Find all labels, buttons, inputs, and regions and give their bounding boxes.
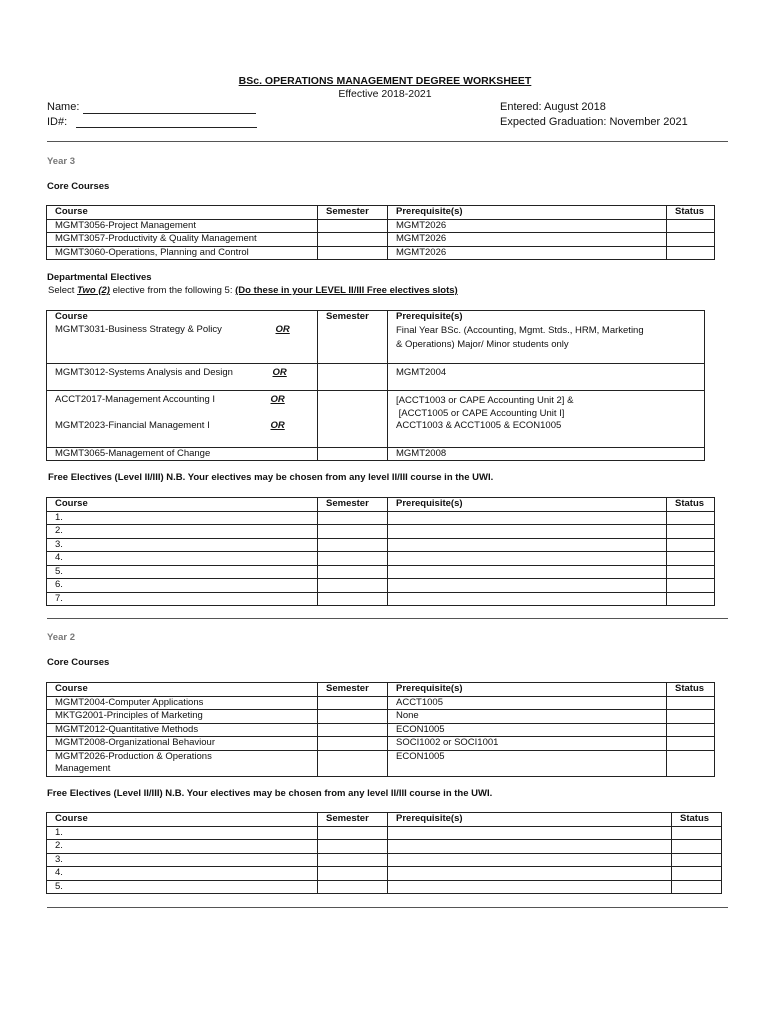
row-number[interactable]: 4. [47,552,318,566]
semester-header: Semester [318,206,388,220]
semester-cell[interactable] [318,826,388,840]
table-header-row [47,498,715,512]
prereq-cell[interactable] [388,592,667,606]
row-number[interactable]: 5. [47,880,318,894]
course-cell: MGMT2004-Computer Applications [47,696,318,710]
table-row [47,826,722,840]
table-header-row [47,683,715,697]
instruction-text: Select [48,285,78,296]
table-row [47,750,715,776]
semester-cell[interactable] [318,750,388,776]
table-row [47,511,715,525]
status-cell[interactable] [667,592,715,606]
year-3-core-table [46,205,715,260]
prereq-cell: ACCT1005 [388,696,667,710]
course-cell: MGMT2012-Quantitative Methods [47,723,318,737]
prereq-cell[interactable] [388,867,672,881]
departmental-electives-table [46,310,705,461]
table-row [47,696,715,710]
course-header: Course [47,813,318,827]
prereq-cell: ECON1005 [388,750,667,776]
status-cell[interactable] [667,525,715,539]
semester-cell[interactable] [318,579,388,593]
year-3-free-electives-heading: Free Electives (Level II/III) N.B. Your electives may be chosen from any level II/III course in the UWI. [48,472,494,483]
table-header-row [47,311,705,324]
status-cell[interactable] [667,565,715,579]
prereq-cell[interactable] [388,565,667,579]
semester-cell[interactable] [318,233,388,247]
table-row [47,324,705,364]
course-cell [47,391,318,421]
course-header: Course [47,498,318,512]
table-row [47,737,715,751]
prereq-cell: ECON1005 [388,723,667,737]
course-header: Course [47,311,318,324]
semester-cell[interactable] [318,525,388,539]
course-header: Course [47,683,318,697]
semester-cell[interactable] [318,880,388,894]
semester-header: Semester [318,683,388,697]
divider [47,618,728,619]
prereq-cell[interactable] [388,552,667,566]
status-cell[interactable] [667,737,715,751]
semester-header: Semester [318,813,388,827]
divider [47,141,728,142]
divider [47,907,728,908]
course-name: ACCT2017-Management Accounting I [55,394,216,405]
semester-cell[interactable] [318,511,388,525]
prereq-cell: MGMT2026 [388,233,667,247]
status-cell[interactable] [667,552,715,566]
row-number[interactable]: 6. [47,579,318,593]
status-cell[interactable] [667,579,715,593]
prereq-header: Prerequisite(s) [388,206,667,220]
prereq-cell[interactable] [388,579,667,593]
status-cell[interactable] [667,538,715,552]
prereq-cell [388,324,705,364]
prereq-cell: None [388,710,667,724]
status-cell[interactable] [672,840,722,854]
departmental-electives-heading: Departmental Electives [47,272,152,283]
course-header: Course [47,206,318,220]
table-row [47,565,715,579]
departmental-electives-instruction [48,285,458,296]
status-cell[interactable] [667,233,715,247]
prereq-cell: MGMT2026 [388,219,667,233]
table-row [47,246,715,260]
prereq-header: Prerequisite(s) [388,498,667,512]
semester-cell[interactable] [318,447,388,461]
prereq-cell [388,391,705,421]
prereq-header: Prerequisite(s) [388,683,667,697]
prereq-cell: MGMT2008 [388,447,705,461]
or-label: OR [270,420,285,431]
semester-cell[interactable] [318,710,388,724]
year-2-label: Year 2 [47,632,75,643]
prereq-line: & Operations) Major/ Minor students only [396,338,569,350]
prereq-cell: MGMT2004 [388,364,705,391]
status-cell[interactable] [667,750,715,776]
course-cell [47,364,318,391]
status-cell[interactable] [672,826,722,840]
row-number[interactable]: 7. [47,592,318,606]
entered-date: Entered: August 2018 [500,101,606,113]
status-cell[interactable] [667,723,715,737]
course-cell: MGMT3057-Productivity & Quality Management [47,233,318,247]
row-number[interactable]: 2. [47,525,318,539]
table-row [47,525,715,539]
row-number[interactable]: 2. [47,840,318,854]
table-header-row [47,813,722,827]
semester-cell[interactable] [318,391,388,421]
prereq-cell: SOCI1002 or SOCI1001 [388,737,667,751]
status-cell[interactable] [667,219,715,233]
table-row [47,447,705,461]
year-3-core-heading: Core Courses [47,181,110,192]
year-3-label: Year 3 [47,156,75,167]
status-cell[interactable] [672,880,722,894]
table-row [47,579,715,593]
course-cell: MGMT2026-Production & Operations Management [47,750,318,776]
status-cell[interactable] [672,853,722,867]
table-row [47,592,715,606]
id-field[interactable] [76,127,257,128]
instruction-text: elective from the following 5: [109,285,236,296]
course-cell: MGMT3060-Operations, Planning and Control [47,246,318,260]
row-number[interactable]: 3. [47,853,318,867]
prereq-cell[interactable] [388,525,667,539]
prereq-cell: ACCT1003 & ACCT1005 & ECON1005 [388,420,705,447]
id-label: ID#: [47,116,68,128]
table-row [47,840,722,854]
semester-cell[interactable] [318,867,388,881]
semester-cell[interactable] [318,696,388,710]
or-label: OR [270,394,285,405]
prereq-cell[interactable] [388,880,672,894]
prereq-cell[interactable] [388,826,672,840]
status-cell[interactable] [667,511,715,525]
status-cell[interactable] [667,246,715,260]
semester-cell[interactable] [318,552,388,566]
table-row [47,364,705,391]
status-cell[interactable] [672,867,722,881]
course-name: MGMT2023-Financial Management I [55,420,210,431]
course-cell [47,324,318,364]
course-name: MGMT3031-Business Strategy & Policy [55,323,222,335]
effective-dates: Effective 2018-2021 [338,88,432,100]
table-row [47,723,715,737]
row-number[interactable]: 4. [47,867,318,881]
or-label: OR [275,323,290,335]
prereq-cell[interactable] [388,853,672,867]
expected-graduation: Expected Graduation: November 2021 [500,116,688,128]
or-label: OR [272,367,287,378]
row-number[interactable]: 1. [47,511,318,525]
table-row [47,880,722,894]
table-header-row [47,206,715,220]
prereq-cell[interactable] [388,840,672,854]
table-row [47,233,715,247]
course-cell [47,420,318,447]
table-row [47,219,715,233]
table-row [47,420,705,447]
semester-cell[interactable] [318,723,388,737]
semester-cell[interactable] [318,420,388,447]
instruction-count: Two (2) [77,285,110,296]
table-row [47,867,722,881]
year-2-free-electives-table [46,812,722,894]
table-row [47,710,715,724]
course-cell: MGMT2008-Organizational Behaviour [47,737,318,751]
document-title: BSc. OPERATIONS MANAGEMENT DEGREE WORKSHEET [238,75,532,87]
year-3-free-electives-table [46,497,715,606]
status-header: Status [667,498,715,512]
row-number[interactable]: 5. [47,565,318,579]
prereq-header: Prerequisite(s) [388,311,705,324]
prereq-cell: MGMT2026 [388,246,667,260]
status-cell[interactable] [667,696,715,710]
table-row [47,391,705,421]
semester-header: Semester [318,498,388,512]
semester-header: Semester [318,311,388,324]
semester-cell[interactable] [318,324,388,364]
prereq-line: [ACCT1005 or CAPE Accounting Unit I] [396,408,565,419]
status-header: Status [667,206,715,220]
semester-cell[interactable] [318,246,388,260]
year-2-core-table [46,682,715,777]
year-2-free-electives-heading: Free Electives (Level II/III) N.B. Your electives may be chosen from any level II/III course in the UWI. [47,788,493,799]
prereq-header: Prerequisite(s) [388,813,672,827]
course-cell: MGMT3056-Project Management [47,219,318,233]
semester-cell[interactable] [318,853,388,867]
course-name: MGMT3012-Systems Analysis and Design [55,367,233,378]
semester-cell[interactable] [318,364,388,391]
prereq-cell[interactable] [388,511,667,525]
row-number[interactable]: 3. [47,538,318,552]
prereq-line: [ACCT1003 or CAPE Accounting Unit 2] & [396,395,574,406]
table-row [47,853,722,867]
status-header: Status [672,813,722,827]
semester-cell[interactable] [318,737,388,751]
semester-cell[interactable] [318,219,388,233]
semester-cell[interactable] [318,592,388,606]
status-cell[interactable] [667,710,715,724]
table-row [47,538,715,552]
name-label: Name: [47,101,80,113]
course-cell: MKTG2001-Principles of Marketing [47,710,318,724]
semester-cell[interactable] [318,538,388,552]
status-header: Status [667,683,715,697]
year-2-core-heading: Core Courses [47,657,110,668]
semester-cell[interactable] [318,565,388,579]
instruction-note: (Do these in your LEVEL II/III Free electives slots) [235,285,458,296]
table-row [47,552,715,566]
course-cell: MGMT3065-Management of Change [47,447,318,461]
name-field[interactable] [83,113,256,114]
row-number[interactable]: 1. [47,826,318,840]
prereq-line: Final Year BSc. (Accounting, Mgmt. Stds., HRM, Marketing [396,324,644,336]
semester-cell[interactable] [318,840,388,854]
prereq-cell[interactable] [388,538,667,552]
